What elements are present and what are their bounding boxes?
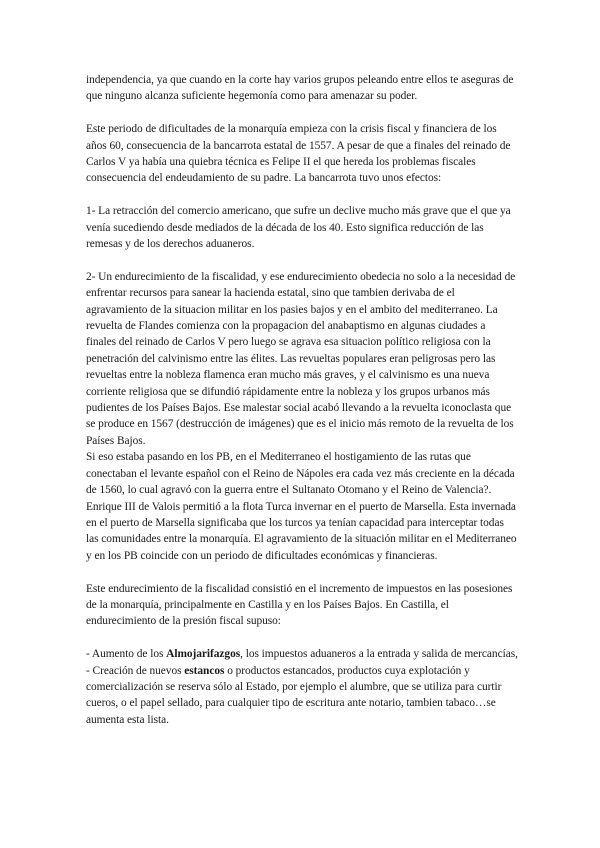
list-item-suffix: o productos estancados, productos cuya explotación y comercialización se reserva sólo al Estado, por ejemplo el alumbre, que se utiliza para curtir cueros, o el papel sellado, para cualquier tipo de escritura ante notario, tambien tabaco…se aumenta esta lista. [86, 664, 502, 726]
paragraph-mediterraneo: Si eso estaba pasando en los PB, en el Mediterraneo el hostigamiento de las rutas que conectaban el levante español con el Reino de Nápoles era cada vez más creciente en la década de 1560, lo cual agravó con la guerra entre el Sultanato Otomano y el Reino de Valencia?. Enrique III de Valois permitió a la flota Turca invernar en el puerto de Marsella. Esta invernada en el puerto de Marsella significaba que los turcos ya tenían capacidad para interceptar todas las comunidades entre la monarquía. El agravamiento de la situación militar en el Mediterraneo y en los PB coincide con un periodo de dificultades económicas y financieras. [86, 451, 517, 562]
list-item-prefix: - Creación de nuevos [86, 664, 185, 677]
paragraph-independencia: independencia, ya que cuando en la corte hay varios grupos peleando entre ellos te aseguras de que ninguno alcanza suficiente hegemonía como para amenazar su poder. [86, 74, 514, 103]
paragraph-endurecimiento: Este endurecimiento de la fiscalidad consistió en el incremento de impuestos en las posesiones de la monarquía, principalmente en Castilla y en los Países Bajos. En Castilla, el endurecimiento de la presión fiscal supuso: [86, 582, 513, 628]
list-item-almojarifazgos [86, 646, 518, 662]
document-page [86, 72, 518, 728]
list-item-suffix: , los impuestos aduaneros a la entrada y salida de mercancías, [240, 648, 518, 661]
list-item-term: estancos [184, 664, 225, 677]
paragraph-efecto-2: 2- Un endurecimiento de la fiscalidad, y ese endurecimiento obedecia no solo a la necesidad de enfrentar recursos para sanear la hacienda estatal, sino que tambien derivaba de el agravamiento de la situacion militar en los pasies bajos y en el ambito del mediterraneo. La revuelta de Flandes comienza con la propagacion del anabaptismo en algunas ciudades a finales del reinado de Carlos V pero luego se agrava esa situacion político religiosa con la penetración del calvinismo entre las élites. Las revueltas populares eran peligrosas pero las revueltas entre la nobleza flamenca eran mucho más graves, y el calvinismo es una nueva corriente religiosa que se difundió rápidamente entre la nobleza y los grupos urbanos más pudientes de los Países Bajos. Ese malestar social acabó llevando a la revuelta iconoclasta que se produce en 1567 (destrucción de imágenes) que es el inicio más remoto de la revuelta de los Países Bajos. [86, 270, 516, 447]
paragraph-crisis-fiscal: Este periodo de dificultades de la monarquía empieza con la crisis fiscal y financiera de los años 60, consecuencia de la bancarrota estatal de 1557. A pesar de que a finales del reinado de Carlos V ya había una quiebra técnica es Felipe II el que hereda los problemas fiscales consecuencia del endeudamiento de su padre. La bancarrota tuvo unos efectos: [86, 123, 511, 185]
list-item-estancos [86, 663, 518, 729]
paragraph-efecto-1: 1- La retracción del comercio americano, que sufre un declive mucho más grave que el que ya venía sucediendo desde mediados de la década de los 40. Esto significa reducción de las remesas y de los derechos aduaneros. [86, 205, 511, 251]
list-item-prefix: - Aumento de los [86, 648, 167, 661]
list-item-term: Almojarifazgos [166, 648, 241, 661]
